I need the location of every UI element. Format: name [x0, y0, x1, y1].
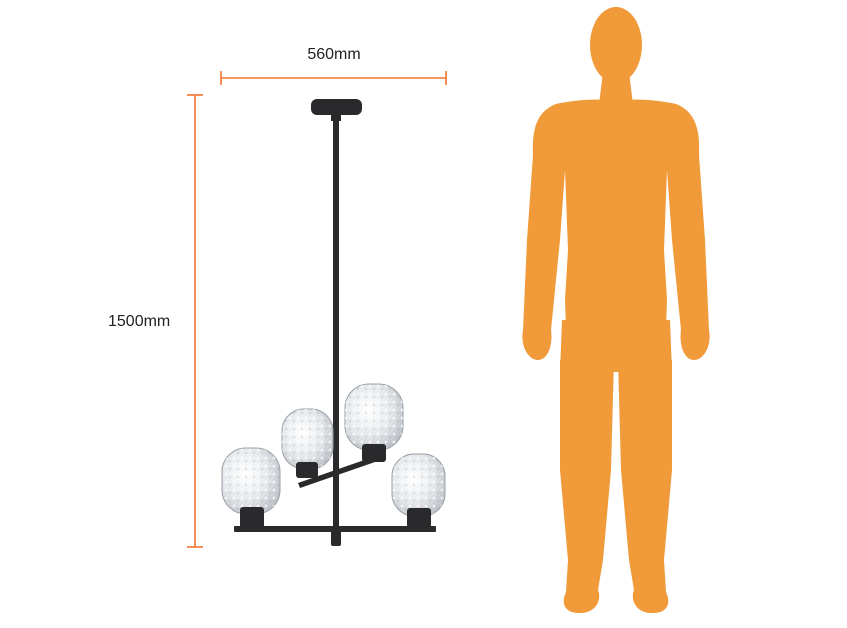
width-dimension-label: 560mm — [307, 46, 361, 63]
glass-shade-back-left — [282, 409, 333, 478]
height-dimension-label: 1500mm — [108, 313, 171, 330]
human-silhouette-icon — [522, 7, 709, 613]
glass-shade-back-right — [345, 384, 403, 462]
height-dimension-line — [187, 95, 203, 547]
glass-shade-front-left — [222, 448, 280, 529]
width-dimension-line — [221, 71, 446, 85]
pendant-chandelier-icon — [222, 99, 445, 546]
glass-shade-front-right — [392, 454, 445, 528]
